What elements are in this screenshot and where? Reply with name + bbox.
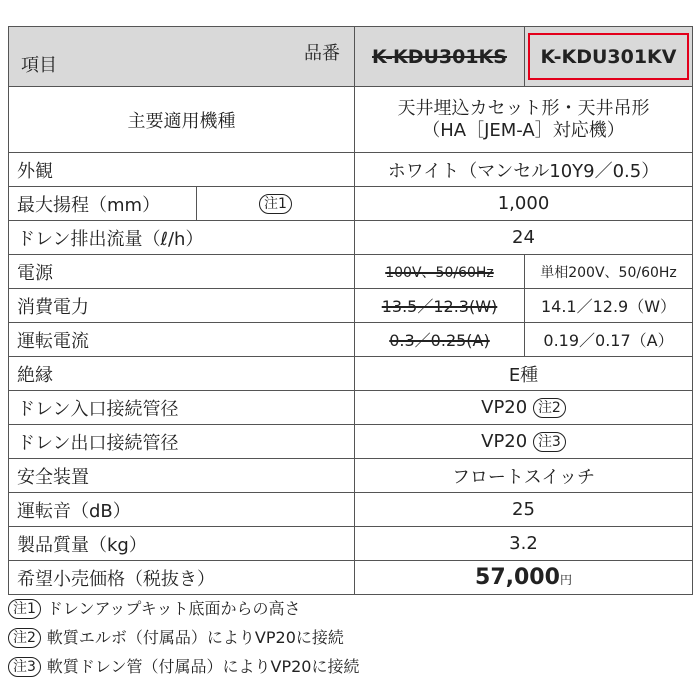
row-label: 消費電力 bbox=[9, 289, 355, 323]
main-models-line1: 天井埋込カセット形・天井吊形 bbox=[397, 97, 650, 119]
note-marker: 注3 bbox=[533, 432, 566, 452]
old-value: 13.5／12.3(W) bbox=[381, 297, 498, 316]
note-ref-cell bbox=[197, 187, 355, 221]
footnote-text: 軟質ドレン管（付属品）によりVP20に接続 bbox=[46, 657, 360, 676]
spec-table bbox=[8, 26, 693, 595]
note-marker: 注1 bbox=[8, 599, 41, 619]
footnotes bbox=[8, 594, 359, 681]
old-value-cell bbox=[355, 323, 525, 357]
row-value bbox=[355, 391, 693, 425]
new-value: 14.1／12.9（W） bbox=[540, 297, 677, 316]
new-value-cell bbox=[525, 289, 693, 323]
note-marker: 注3 bbox=[8, 657, 41, 677]
row-label: ドレン排出流量（ℓ/h） bbox=[9, 221, 355, 255]
footnote bbox=[8, 652, 359, 681]
row-value bbox=[355, 425, 693, 459]
row-label: 外観 bbox=[9, 153, 355, 187]
row-label: ドレン出口接続管径 bbox=[9, 425, 355, 459]
price-value-cell bbox=[355, 561, 693, 595]
old-model-number: K-KDU301KS bbox=[372, 45, 507, 68]
row-label: ドレン入口接続管径 bbox=[9, 391, 355, 425]
table-row bbox=[9, 187, 693, 221]
table-row bbox=[9, 357, 693, 391]
table-row bbox=[9, 425, 693, 459]
row-label: 電源 bbox=[9, 255, 355, 289]
note-marker: 注1 bbox=[259, 194, 292, 214]
table-row bbox=[9, 289, 693, 323]
table-row bbox=[9, 493, 693, 527]
outlet-pipe-value: VP20 bbox=[481, 431, 528, 452]
row-value: 24 bbox=[355, 221, 693, 255]
main-models-line2: （HA［JEM-A］対応機） bbox=[422, 119, 625, 141]
row-value bbox=[355, 87, 693, 153]
new-value-cell bbox=[525, 323, 693, 357]
new-value-cell bbox=[525, 255, 693, 289]
table-row bbox=[9, 323, 693, 357]
table-row bbox=[9, 221, 693, 255]
row-value: 1,000 bbox=[355, 187, 693, 221]
row-label: 製品質量（kg） bbox=[9, 527, 355, 561]
table-row bbox=[9, 391, 693, 425]
note-marker: 注2 bbox=[533, 398, 566, 418]
header-diagonal-cell bbox=[9, 27, 355, 87]
row-label: 運転音（dB） bbox=[9, 493, 355, 527]
table-row bbox=[9, 87, 693, 153]
item-label: 項目 bbox=[21, 55, 57, 76]
table-row bbox=[9, 561, 693, 595]
inlet-pipe-value: VP20 bbox=[481, 397, 528, 418]
old-value-cell bbox=[355, 289, 525, 323]
row-value: 25 bbox=[355, 493, 693, 527]
row-value: 3.2 bbox=[355, 527, 693, 561]
table-row bbox=[9, 459, 693, 493]
footnote bbox=[8, 623, 359, 652]
price-value: 57,000 bbox=[475, 565, 560, 590]
row-label: 安全装置 bbox=[9, 459, 355, 493]
row-label: 希望小売価格（税抜き） bbox=[9, 561, 355, 595]
old-value: 0.3／0.25(A) bbox=[389, 331, 490, 350]
row-value: フロートスイッチ bbox=[355, 459, 693, 493]
footnote-text: ドレンアップキット底面からの高さ bbox=[46, 599, 301, 618]
old-value: 100V、50/60Hz bbox=[385, 265, 494, 281]
row-value: ホワイト（マンセル10Y9／0.5） bbox=[355, 153, 693, 187]
new-model-number: K-KDU301KV bbox=[528, 33, 689, 80]
row-label: 主要適用機種 bbox=[9, 87, 355, 153]
price-unit: 円 bbox=[559, 573, 572, 587]
footnote bbox=[8, 594, 359, 623]
header-row bbox=[9, 27, 693, 87]
new-value: 単相200V、50/60Hz bbox=[540, 265, 677, 281]
row-label: 運転電流 bbox=[9, 323, 355, 357]
note-marker: 注2 bbox=[8, 628, 41, 648]
row-label: 最大揚程（mm） bbox=[9, 187, 197, 221]
table-row bbox=[9, 153, 693, 187]
footnote-text: 軟質エルボ（付属品）によりVP20に接続 bbox=[46, 628, 344, 647]
row-value: E種 bbox=[355, 357, 693, 391]
new-value: 0.19／0.17（A） bbox=[543, 331, 674, 350]
table-row bbox=[9, 255, 693, 289]
old-model-cell bbox=[355, 27, 525, 87]
new-model-cell bbox=[525, 27, 693, 87]
model-label: 品番 bbox=[304, 43, 340, 64]
row-label: 絶縁 bbox=[9, 357, 355, 391]
old-value-cell bbox=[355, 255, 525, 289]
table-row bbox=[9, 527, 693, 561]
